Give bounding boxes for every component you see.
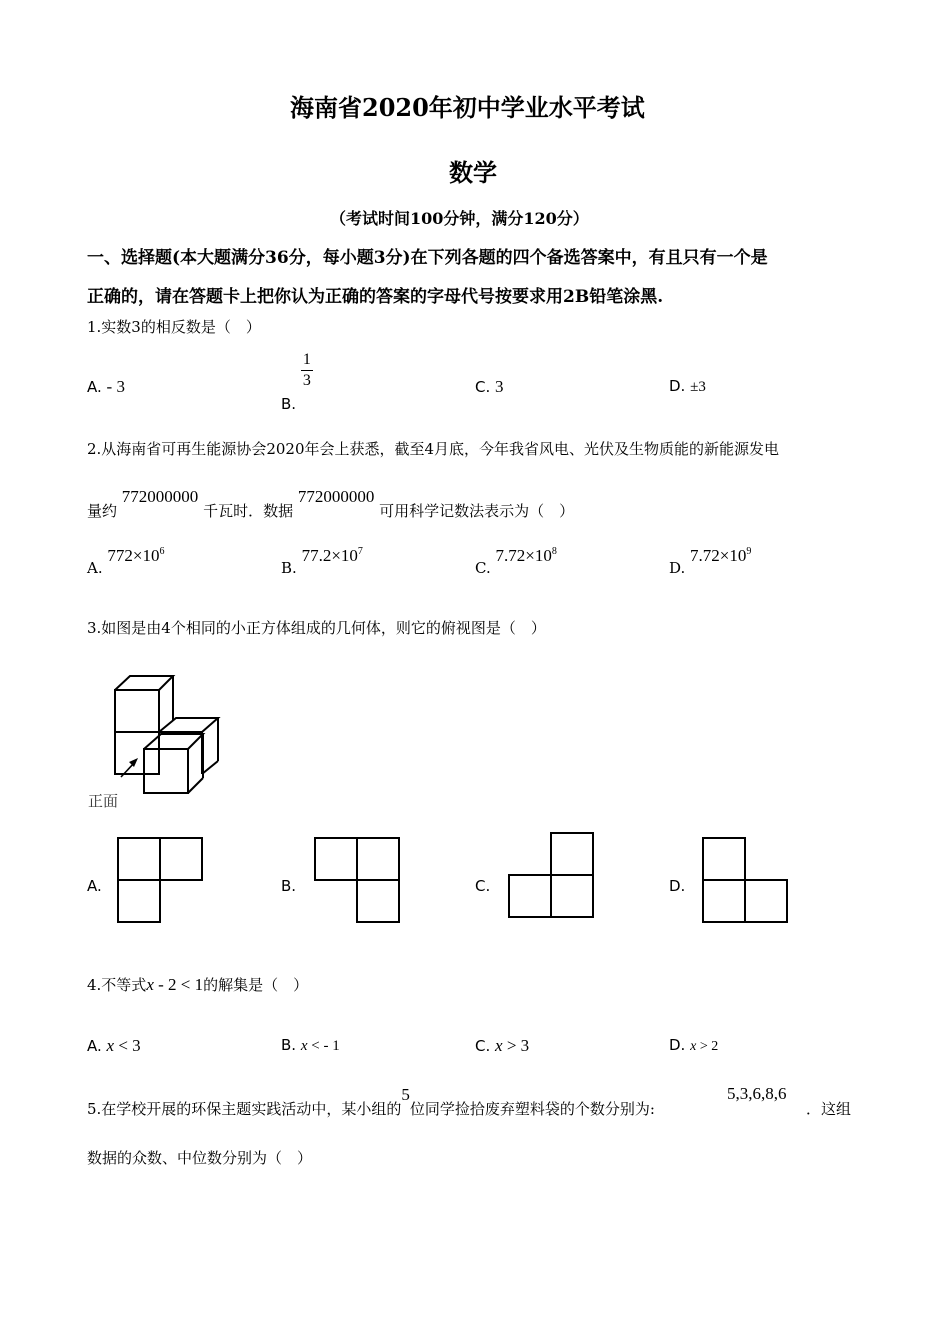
q5-line1: 5.在学校开展的环保主题实践活动中，某小组的5位同学捡拾废弃塑料袋的个数分别为: — [87, 1085, 655, 1118]
q5-line2: 数据的众数、中位数分别为（ ） — [87, 1149, 313, 1167]
option-label: D. — [669, 1036, 686, 1054]
option-label: C. — [475, 1037, 491, 1055]
q1-option-d[interactable] — [669, 377, 706, 396]
subject-title: 数学 — [449, 158, 497, 187]
q2-number-2: 772000000 — [297, 487, 375, 506]
q4-option-a[interactable]: A. x < 3 — [87, 1036, 141, 1055]
q3-option-a-label[interactable]: A. — [87, 877, 102, 895]
cube-figure — [85, 673, 225, 798]
q1-option-c[interactable] — [475, 377, 504, 397]
section1-line1: 一、选择题(本大题满分36分，每小题3分)在下列各题的四个备选答案中，有且只有一个是 — [87, 248, 768, 268]
exam-info: （考试时间100分钟，满分120分） — [330, 209, 589, 228]
q2-post: 可用科学记数法表示为（ ） — [379, 502, 575, 520]
q2-number-1: 772000000 — [121, 487, 199, 506]
option-label: B. — [281, 1036, 297, 1054]
q2-line1: 2.从海南省可再生能源协会2020年会上获悉，截至4月底，今年我省风电、光伏及生物质能的新能源发电 — [87, 440, 780, 458]
q2-pre: 量约 — [87, 502, 118, 520]
front-label: 正面 — [88, 792, 119, 810]
q3-option-d-figure[interactable] — [701, 836, 791, 926]
option-label: B. — [281, 395, 297, 413]
option-value: $7.72\times 10^8$ — [495, 546, 557, 565]
q1-stem: 1.实数3的相反数是（ ） — [87, 318, 261, 336]
q3-option-a-figure[interactable] — [116, 836, 206, 926]
exam-title: 海南省2020年初中学业水平考试 — [290, 93, 645, 122]
q4-option-c[interactable]: C. x > 3 — [475, 1036, 530, 1055]
option-label: A. — [87, 378, 102, 396]
q5-count: 5 — [401, 1085, 410, 1104]
option-label: C. — [475, 559, 491, 577]
option-label: A. — [87, 559, 103, 577]
q3-option-c-label[interactable]: C. — [475, 877, 491, 895]
q5-data: 5,3,6,8,6 — [727, 1084, 787, 1103]
q2-line2 — [87, 486, 575, 520]
q1-option-a[interactable] — [87, 377, 125, 397]
q2-option-a[interactable] — [87, 546, 165, 577]
option-value: $77.2\times 10^7$ — [301, 546, 363, 565]
option-value: ±3 — [690, 379, 706, 395]
q3-stem: 3.如图是由4个相同的小正方体组成的几何体，则它的俯视图是（ ） — [87, 619, 546, 637]
q2-option-d[interactable] — [669, 546, 752, 577]
option-label: A. — [87, 1037, 102, 1055]
option-label: B. — [281, 559, 297, 577]
option-value: 3 — [495, 377, 504, 396]
option-label: D. — [669, 559, 686, 577]
q3-option-b-label[interactable]: B. — [281, 877, 297, 895]
q5-post: ．这组 — [806, 1100, 852, 1118]
q2-mid: 千瓦时．数据 — [203, 502, 294, 520]
q2-option-b[interactable] — [281, 546, 363, 577]
q4-expression: - 2 < 1 — [153, 975, 204, 994]
q4-variable: x — [146, 975, 154, 994]
q3-option-d-label[interactable]: D. — [669, 877, 686, 895]
option-label: D. — [669, 377, 686, 395]
q4-option-b[interactable]: B. x < - 1 — [281, 1036, 340, 1054]
q3-option-c-figure[interactable] — [507, 831, 597, 921]
option-value: - 3 — [106, 377, 125, 396]
section1-line2: 正确的，请在答题卡上把你认为正确的答案的字母代号按要求用2B铅笔涂黑. — [87, 287, 664, 307]
option-value: $772\times 10^6$ — [107, 546, 165, 565]
fraction — [301, 352, 313, 389]
q2-option-c[interactable] — [475, 546, 557, 577]
fraction-numerator: 1 — [301, 352, 313, 371]
option-label: C. — [475, 378, 491, 396]
q4-stem: 4.不等式x - 2 < 1的解集是（ ） — [87, 975, 309, 994]
fraction-denominator: 3 — [302, 372, 311, 389]
q1-option-b[interactable] — [281, 351, 313, 413]
q3-option-b-figure[interactable] — [313, 836, 403, 926]
q4-option-d[interactable]: D. x > 2 — [669, 1036, 719, 1054]
option-value: $7.72\times 10^9$ — [690, 546, 752, 565]
